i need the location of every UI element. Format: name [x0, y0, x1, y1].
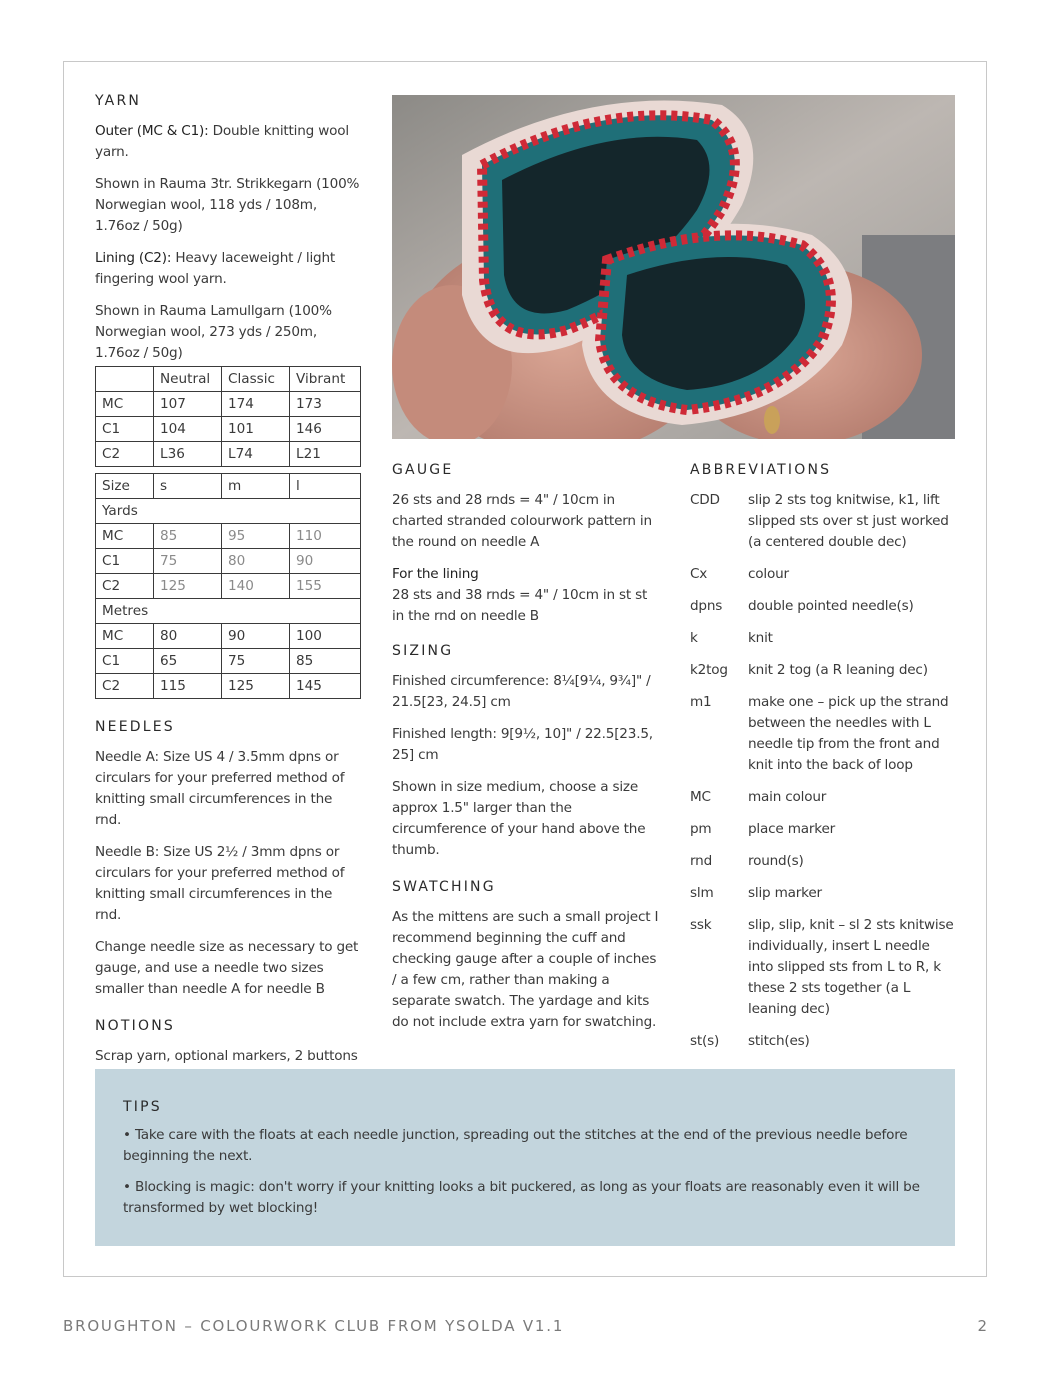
size-table — [95, 473, 361, 699]
table-cell: 85 — [154, 524, 222, 549]
table-cell: 90 — [222, 624, 290, 649]
table-header-cell: m — [222, 474, 290, 499]
table-cell: 107 — [154, 392, 222, 417]
table-cell: 100 — [290, 624, 361, 649]
yarn-lining — [95, 248, 361, 290]
yarn-lining-text: Heavy laceweight / light fingering wool yarn. — [95, 250, 336, 287]
yarn-outer-label: Outer (MC & C1): — [95, 123, 209, 139]
swatching-text: As the mittens are such a small project I recommend beginning the cuff and checking gauge after a couple of inches / a few cm, rather than making a separate swatch. The yardage and kits do not include extra yarn for swatching. — [392, 909, 659, 1030]
abbreviation-value: place marker — [748, 821, 835, 837]
abbreviation-item — [690, 692, 956, 776]
sizing-heading: SIZING — [392, 643, 454, 659]
needle-change-text: Change needle size as necessary to get gauge, and use a needle two sizes smaller than needle A for needle B — [95, 939, 359, 997]
gauge-heading: GAUGE — [392, 462, 454, 478]
table-cell: 80 — [154, 624, 222, 649]
abbreviation-value: colour — [748, 566, 789, 582]
abbreviation-item — [690, 596, 956, 617]
abbreviation-value: main colour — [748, 789, 827, 805]
abbreviation-key: st(s) — [690, 1033, 720, 1049]
gauge-lining-label: For the lining — [392, 566, 479, 582]
middle-column — [392, 462, 662, 1044]
abbreviation-item — [690, 915, 956, 1020]
table-cell: 101 — [222, 417, 290, 442]
abbreviation-item — [690, 564, 956, 585]
yarn-lining-label: Lining (C2): — [95, 250, 172, 266]
abbreviation-value: double pointed needle(s) — [748, 598, 914, 614]
table-cell: 75 — [154, 549, 222, 574]
table-row — [96, 367, 361, 392]
abbreviation-item — [690, 851, 956, 872]
abbreviation-item — [690, 819, 956, 840]
table-cell: 65 — [154, 649, 222, 674]
table-header-cell: Classic — [222, 367, 290, 392]
left-column — [95, 93, 361, 1078]
metres-label: Metres — [96, 599, 361, 624]
abbreviation-value: slip, slip, knit – sl 2 sts knitwise individually, insert L needle into slipped sts from L to R, k these 2 sts together (a L leaning dec) — [748, 917, 954, 1017]
abbreviation-key: m1 — [690, 694, 712, 710]
table-cell: 80 — [222, 549, 290, 574]
abbreviation-key: MC — [690, 789, 711, 805]
sizing-length: Finished length: 9[9½, 10]" / 22.5[23.5, 25] cm — [392, 726, 653, 763]
table-cell: C2 — [96, 442, 154, 467]
abbreviation-key: ssk — [690, 917, 712, 933]
table-cell: MC — [96, 624, 154, 649]
abbreviation-key: Cx — [690, 566, 708, 582]
notions-heading: NOTIONS — [95, 1018, 175, 1034]
notions-text: Scrap yarn, optional markers, 2 buttons — [95, 1048, 358, 1064]
abbreviation-item — [690, 490, 956, 553]
page-number: 2 — [977, 1317, 987, 1335]
abbreviation-item — [690, 787, 956, 808]
abbreviation-value: knit — [748, 630, 773, 646]
abbreviation-item — [690, 628, 956, 649]
table-cell: 146 — [290, 417, 361, 442]
table-row — [96, 524, 361, 549]
needle-a-text: Needle A: Size US 4 / 3.5mm dpns or circulars for your preferred method of knitting small circumferences in the rnd. — [95, 749, 345, 828]
tips-heading: TIPS — [123, 1099, 162, 1115]
table-cell: C2 — [96, 674, 154, 699]
abbreviation-key: pm — [690, 821, 712, 837]
right-column — [690, 462, 956, 1063]
needles-heading: NEEDLES — [95, 719, 175, 735]
abbreviation-value: slip 2 sts tog knitwise, k1, lift slipped sts over st just worked (a centered double dec) — [748, 492, 949, 550]
abbreviation-key: dpns — [690, 598, 723, 614]
table-cell: 110 — [290, 524, 361, 549]
table-cell: L36 — [154, 442, 222, 467]
table-cell: 140 — [222, 574, 290, 599]
abbreviation-value: stitch(es) — [748, 1033, 810, 1049]
table-row — [96, 574, 361, 599]
sizing-shown: Shown in size medium, choose a size approx 1.5" larger than the circumference of your hand above the thumb. — [392, 779, 646, 858]
table-cell: 115 — [154, 674, 222, 699]
table-header-cell: Vibrant — [290, 367, 361, 392]
abbreviation-value: make one – pick up the strand between the needles with L needle tip from the front and knit into the back of loop — [748, 694, 949, 773]
abbreviation-key: k2tog — [690, 662, 728, 678]
table-header-cell: Size — [96, 474, 154, 499]
table-row — [96, 599, 361, 624]
table-header-cell: l — [290, 474, 361, 499]
gauge-lining — [392, 564, 662, 627]
table-row — [96, 442, 361, 467]
table-cell: 90 — [290, 549, 361, 574]
yarn-outer-shown: Shown in Rauma 3tr. Strikkegarn (100% Norwegian wool, 118 yds / 108m, 1.76oz / 50g) — [95, 176, 360, 234]
table-row — [96, 417, 361, 442]
table-cell: C1 — [96, 649, 154, 674]
table-cell: 125 — [154, 574, 222, 599]
table-row — [96, 624, 361, 649]
abbreviation-key: slm — [690, 885, 714, 901]
abbreviation-value: knit 2 tog (a R leaning dec) — [748, 662, 928, 678]
abbreviation-item — [690, 883, 956, 904]
tips-box — [95, 1069, 955, 1246]
table-cell: L21 — [290, 442, 361, 467]
table-header-cell: s — [154, 474, 222, 499]
yarn-heading: YARN — [95, 93, 142, 109]
yarn-lining-shown: Shown in Rauma Lamullgarn (100% Norwegian wool, 273 yds / 250m, 1.76oz / 50g) — [95, 303, 332, 361]
table-cell: MC — [96, 392, 154, 417]
yards-label: Yards — [96, 499, 361, 524]
gauge-lining-text: 28 sts and 38 rnds = 4" / 10cm in st st in the rnd on needle B — [392, 587, 648, 624]
tip-item: • Take care with the floats at each needle junction, spreading out the stitches at the end of the previous needle before beginning the next. — [123, 1127, 908, 1164]
table-header-cell: Neutral — [154, 367, 222, 392]
abbreviation-value: round(s) — [748, 853, 804, 869]
table-cell: 174 — [222, 392, 290, 417]
table-cell: 173 — [290, 392, 361, 417]
table-cell: 95 — [222, 524, 290, 549]
sizing-circumference: Finished circumference: 8¼[9¼, 9¾]" / 21.5[23, 24.5] cm — [392, 673, 651, 710]
table-cell: 85 — [290, 649, 361, 674]
table-cell: 155 — [290, 574, 361, 599]
abbreviation-key: k — [690, 630, 698, 646]
table-row — [96, 499, 361, 524]
yarn-outer — [95, 121, 361, 163]
tip-item: • Blocking is magic: don't worry if your knitting looks a bit puckered, as long as your floats are reasonably even it will be transformed by wet blocking! — [123, 1179, 920, 1216]
table-row — [96, 649, 361, 674]
page-footer — [63, 1317, 987, 1335]
table-cell: C1 — [96, 417, 154, 442]
abbreviations-heading: ABBREVIATIONS — [690, 462, 832, 478]
table-cell: 125 — [222, 674, 290, 699]
mittens-photo — [392, 95, 955, 439]
table-cell: 104 — [154, 417, 222, 442]
abbreviation-item — [690, 660, 956, 681]
table-row — [96, 392, 361, 417]
table-cell: MC — [96, 524, 154, 549]
table-cell: C2 — [96, 574, 154, 599]
abbreviation-value: slip marker — [748, 885, 822, 901]
gauge-text: 26 sts and 28 rnds = 4" / 10cm in charted stranded colourwork pattern in the round on needle A — [392, 492, 652, 550]
table-header-cell — [96, 367, 154, 392]
yarn-outer-text: Double knitting wool yarn. — [95, 123, 349, 160]
table-row — [96, 474, 361, 499]
abbreviation-key: CDD — [690, 492, 720, 508]
swatching-heading: SWATCHING — [392, 879, 496, 895]
needle-b-text: Needle B: Size US 2½ / 3mm dpns or circulars for your preferred method of knitting small circumferences in the rnd. — [95, 844, 345, 923]
table-row — [96, 674, 361, 699]
table-cell: C1 — [96, 549, 154, 574]
table-cell: 145 — [290, 674, 361, 699]
table-cell: L74 — [222, 442, 290, 467]
colour-table — [95, 366, 361, 467]
footer-title: BROUGHTON – COLOURWORK CLUB FROM YSOLDA V1.1 — [63, 1317, 565, 1335]
table-cell: 75 — [222, 649, 290, 674]
table-row — [96, 549, 361, 574]
abbreviation-item — [690, 1031, 956, 1052]
abbreviation-key: rnd — [690, 853, 712, 869]
